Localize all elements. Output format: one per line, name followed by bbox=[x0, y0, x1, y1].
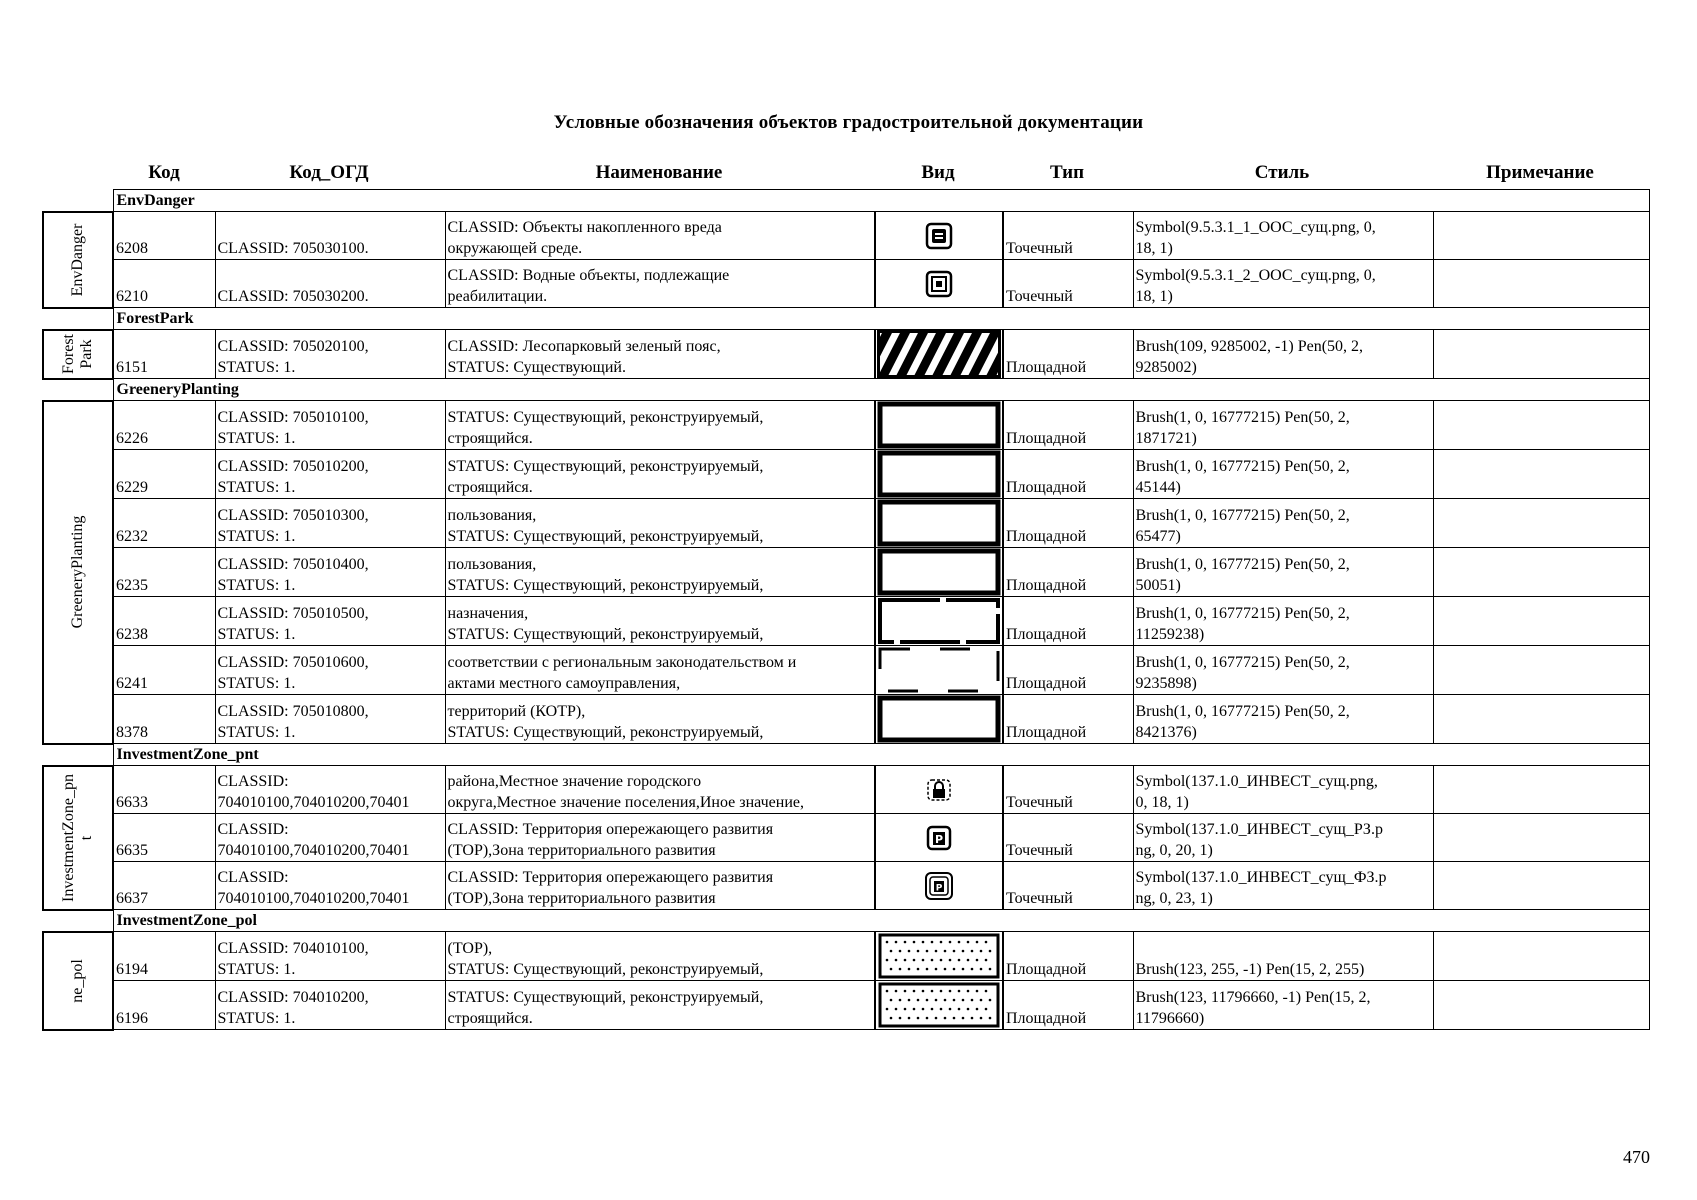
group-header-spacer bbox=[43, 910, 113, 932]
cell-view bbox=[875, 862, 1003, 910]
cell-name-line: района,Местное значение городского bbox=[447, 773, 702, 790]
invest-p-icon bbox=[924, 823, 954, 853]
cell-name bbox=[445, 814, 875, 862]
cell-name-line: строящийся. bbox=[447, 479, 533, 496]
cell-code: 6194 bbox=[113, 932, 215, 981]
cell-style-line: Symbol(137.1.0_ИНВЕСТ_сущ_ФЗ.p bbox=[1135, 869, 1387, 886]
cell-code: 6196 bbox=[113, 981, 215, 1030]
table-row bbox=[43, 260, 1649, 308]
cell-ogd-line: STATUS: 1. bbox=[217, 626, 296, 643]
cell-name bbox=[445, 450, 875, 499]
cell-ogd-line: CLASSID: 705010500, bbox=[217, 605, 369, 622]
col-header-type: Тип bbox=[1049, 162, 1085, 183]
group-header-row bbox=[43, 910, 1649, 932]
cell-view bbox=[875, 330, 1003, 379]
cell-style-line: 11259238) bbox=[1135, 626, 1205, 643]
cell-ogd bbox=[215, 862, 445, 910]
cell-view bbox=[875, 814, 1003, 862]
cell-style-line: 45144) bbox=[1135, 479, 1181, 496]
cell-ogd-line: CLASSID: bbox=[217, 869, 289, 886]
cell-name-line: CLASSID: Территория опережающего развития bbox=[447, 869, 774, 886]
group-side-label bbox=[43, 212, 113, 308]
cell-type: Точечный bbox=[1003, 212, 1133, 260]
cell-view bbox=[875, 766, 1003, 814]
greenery-swatch-solid bbox=[877, 695, 1001, 743]
cell-code: 6238 bbox=[113, 597, 215, 646]
cell-style-line: 65477) bbox=[1135, 528, 1181, 545]
group-header-spacer bbox=[43, 190, 113, 212]
cell-ogd bbox=[215, 260, 445, 308]
table-row bbox=[43, 814, 1649, 862]
svg-text:P: P bbox=[934, 832, 944, 846]
column-headers bbox=[0, 162, 1697, 186]
cell-note bbox=[1433, 814, 1649, 862]
cell-ogd-line: CLASSID: 704010200, bbox=[217, 989, 369, 1006]
cell-ogd bbox=[215, 695, 445, 744]
cell-view bbox=[875, 450, 1003, 499]
cell-code: 6241 bbox=[113, 646, 215, 695]
cell-name-line: актами местного самоуправления, bbox=[447, 675, 681, 692]
cell-style bbox=[1133, 862, 1433, 910]
cell-style-line: 0, 18, 1) bbox=[1135, 794, 1189, 811]
cell-style bbox=[1133, 548, 1433, 597]
cell-name-line: CLASSID: Лесопарковый зеленый пояс, bbox=[447, 338, 721, 355]
cell-type: Площадной bbox=[1003, 548, 1133, 597]
page-number: 470 bbox=[1623, 1147, 1650, 1167]
cell-name-line: назначения, bbox=[447, 605, 529, 622]
cell-style-line: 9285002) bbox=[1135, 359, 1197, 376]
cell-ogd-line: CLASSID: 705010600, bbox=[217, 654, 369, 671]
dotted-swatch bbox=[877, 932, 1001, 980]
cell-view bbox=[875, 981, 1003, 1030]
cell-style-line: 18, 1) bbox=[1135, 240, 1173, 257]
cell-name-line: реабилитации. bbox=[447, 288, 548, 305]
cell-style-line: ng, 0, 20, 1) bbox=[1135, 842, 1213, 859]
cell-type: Площадной bbox=[1003, 932, 1133, 981]
cell-style-line: 11796660) bbox=[1135, 1010, 1205, 1027]
table-row bbox=[43, 450, 1649, 499]
cell-note bbox=[1433, 450, 1649, 499]
table-row bbox=[43, 766, 1649, 814]
cell-view bbox=[875, 932, 1003, 981]
side-label-line: GreeneryPlanting bbox=[69, 515, 86, 629]
cell-view bbox=[875, 597, 1003, 646]
group-side-label-text bbox=[69, 959, 87, 1003]
table-row bbox=[43, 212, 1649, 260]
group-side-label-text bbox=[69, 516, 87, 629]
cell-view bbox=[875, 695, 1003, 744]
cell-type: Площадной bbox=[1003, 981, 1133, 1030]
cell-name-line: CLASSID: Водные объекты, подлежащие bbox=[447, 267, 730, 284]
cell-style bbox=[1133, 212, 1433, 260]
greenery-swatch-solid bbox=[877, 499, 1001, 547]
env-danger-2-icon bbox=[924, 269, 954, 299]
cell-style bbox=[1133, 766, 1433, 814]
page-title: Условные обозначения объектов градостроительной документации bbox=[553, 112, 1144, 133]
cell-ogd-line: STATUS: 1. bbox=[217, 1010, 296, 1027]
cell-code: 8378 bbox=[113, 695, 215, 744]
cell-ogd-line: STATUS: 1. bbox=[217, 359, 296, 376]
cell-note bbox=[1433, 212, 1649, 260]
cell-view bbox=[875, 260, 1003, 308]
cell-ogd-line: 704010100,704010200,70401 bbox=[217, 890, 410, 907]
cell-ogd-line: STATUS: 1. bbox=[217, 724, 296, 741]
cell-name-line: строящийся. bbox=[447, 430, 533, 447]
side-label-line: InvestmentZone_pn bbox=[60, 773, 77, 902]
cell-name bbox=[445, 597, 875, 646]
group-header-spacer bbox=[43, 379, 113, 401]
cell-style bbox=[1133, 981, 1433, 1030]
invest-lock-icon bbox=[924, 775, 954, 805]
cell-code: 6208 bbox=[113, 212, 215, 260]
cell-style bbox=[1133, 330, 1433, 379]
cell-code: 6232 bbox=[113, 499, 215, 548]
invest-p-framed-icon bbox=[924, 871, 954, 901]
group-header-row bbox=[43, 190, 1649, 212]
cell-name bbox=[445, 766, 875, 814]
cell-name bbox=[445, 212, 875, 260]
cell-name-line: (ТОР),Зона территориального развития bbox=[447, 842, 716, 859]
cell-style bbox=[1133, 260, 1433, 308]
dotted-swatch bbox=[877, 981, 1001, 1029]
col-header-style: Стиль bbox=[1254, 162, 1310, 183]
cell-style-line: Symbol(9.5.3.1_1_ООС_сущ.png, 0, bbox=[1135, 219, 1376, 236]
cell-name-line: округа,Местное значение поселения,Иное значение, bbox=[447, 794, 804, 811]
cell-style-line: 18, 1) bbox=[1135, 288, 1173, 305]
cell-style-line: Brush(123, 255, -1) Pen(15, 2, 255) bbox=[1135, 961, 1365, 978]
forest-park-hatch-swatch bbox=[877, 330, 1001, 378]
cell-code: 6637 bbox=[113, 862, 215, 910]
cell-ogd-line: CLASSID: bbox=[217, 821, 289, 838]
cell-name-line: STATUS: Существующий, реконструируемый, bbox=[447, 409, 764, 426]
cell-ogd-line: 704010100,704010200,70401 bbox=[217, 794, 410, 811]
side-label-line: Park bbox=[78, 339, 95, 369]
cell-name-line: STATUS: Существующий, реконструируемый, bbox=[447, 458, 764, 475]
group-side-label-text bbox=[60, 774, 96, 902]
legend-table bbox=[42, 189, 1650, 1031]
cell-ogd bbox=[215, 401, 445, 450]
cell-code: 6151 bbox=[113, 330, 215, 379]
cell-style-line: Brush(109, 9285002, -1) Pen(50, 2, bbox=[1135, 338, 1364, 355]
group-header-spacer bbox=[43, 744, 113, 766]
cell-type: Площадной bbox=[1003, 646, 1133, 695]
cell-style-line: Brush(1, 0, 16777215) Pen(50, 2, bbox=[1135, 556, 1350, 573]
cell-name-line: STATUS: Существующий, реконструируемый, bbox=[447, 528, 764, 545]
cell-view bbox=[875, 548, 1003, 597]
cell-name-line: STATUS: Существующий, реконструируемый, bbox=[447, 626, 764, 643]
group-side-label-text bbox=[69, 223, 87, 296]
cell-note bbox=[1433, 260, 1649, 308]
cell-note bbox=[1433, 695, 1649, 744]
cell-style-line: 1871721) bbox=[1135, 430, 1197, 447]
cell-view bbox=[875, 401, 1003, 450]
cell-style-line: Brush(1, 0, 16777215) Pen(50, 2, bbox=[1135, 605, 1350, 622]
cell-style-line: Symbol(137.1.0_ИНВЕСТ_сущ_РЗ.p bbox=[1135, 821, 1383, 838]
cell-name-line: STATUS: Существующий, реконструируемый, bbox=[447, 989, 764, 1006]
cell-name bbox=[445, 695, 875, 744]
cell-ogd bbox=[215, 212, 445, 260]
cell-style-line: Symbol(137.1.0_ИНВЕСТ_сущ.png, bbox=[1135, 773, 1378, 790]
cell-style bbox=[1133, 695, 1433, 744]
table-row bbox=[43, 401, 1649, 450]
cell-name-line: STATUS: Существующий. bbox=[447, 359, 626, 376]
cell-style bbox=[1133, 646, 1433, 695]
cell-name bbox=[445, 862, 875, 910]
table-row bbox=[43, 862, 1649, 910]
cell-note bbox=[1433, 766, 1649, 814]
cell-ogd bbox=[215, 450, 445, 499]
cell-ogd bbox=[215, 932, 445, 981]
cell-type: Площадной bbox=[1003, 401, 1133, 450]
side-label-line: Forest bbox=[60, 334, 77, 374]
cell-code: 6210 bbox=[113, 260, 215, 308]
cell-name bbox=[445, 260, 875, 308]
cell-ogd-line: CLASSID: 705030100. bbox=[217, 240, 369, 257]
cell-style bbox=[1133, 814, 1433, 862]
cell-name-line: пользования, bbox=[447, 556, 537, 573]
table-row bbox=[43, 597, 1649, 646]
group-title: GreeneryPlanting bbox=[113, 379, 1649, 401]
cell-type: Площадной bbox=[1003, 450, 1133, 499]
cell-ogd bbox=[215, 548, 445, 597]
table-row bbox=[43, 499, 1649, 548]
cell-ogd bbox=[215, 766, 445, 814]
cell-ogd-line: STATUS: 1. bbox=[217, 479, 296, 496]
col-header-view: Вид bbox=[921, 162, 955, 183]
group-side-label bbox=[43, 401, 113, 744]
cell-note bbox=[1433, 499, 1649, 548]
col-header-note: Примечание bbox=[1486, 162, 1594, 183]
cell-note bbox=[1433, 401, 1649, 450]
cell-code: 6226 bbox=[113, 401, 215, 450]
group-header-row bbox=[43, 308, 1649, 330]
cell-style bbox=[1133, 597, 1433, 646]
cell-type: Площадной bbox=[1003, 597, 1133, 646]
cell-ogd-line: STATUS: 1. bbox=[217, 577, 296, 594]
greenery-swatch-solid bbox=[877, 548, 1001, 596]
group-header-row bbox=[43, 744, 1649, 766]
cell-ogd bbox=[215, 646, 445, 695]
cell-ogd-line: STATUS: 1. bbox=[217, 528, 296, 545]
group-side-label bbox=[43, 932, 113, 1030]
group-side-label bbox=[43, 766, 113, 910]
cell-style-line: Brush(123, 11796660, -1) Pen(15, 2, bbox=[1135, 989, 1371, 1006]
cell-style bbox=[1133, 499, 1433, 548]
cell-name bbox=[445, 981, 875, 1030]
cell-note bbox=[1433, 597, 1649, 646]
cell-name bbox=[445, 499, 875, 548]
group-header-row bbox=[43, 379, 1649, 401]
cell-note bbox=[1433, 548, 1649, 597]
greenery-swatch-solid bbox=[877, 401, 1001, 449]
cell-view bbox=[875, 499, 1003, 548]
greenery-swatch-dashed bbox=[877, 597, 1001, 645]
cell-name-line: (ТОР), bbox=[447, 940, 493, 957]
cell-style bbox=[1133, 932, 1433, 981]
group-header-spacer bbox=[43, 308, 113, 330]
table-row bbox=[43, 330, 1649, 379]
cell-code: 6229 bbox=[113, 450, 215, 499]
cell-style-line: Brush(1, 0, 16777215) Pen(50, 2, bbox=[1135, 458, 1350, 475]
greenery-swatch-solid bbox=[877, 450, 1001, 498]
cell-ogd-line: CLASSID: 705010300, bbox=[217, 507, 369, 524]
cell-name-line: (ТОР),Зона территориального развития bbox=[447, 890, 716, 907]
group-side-label bbox=[43, 330, 113, 379]
cell-ogd-line: CLASSID: 704010100, bbox=[217, 940, 369, 957]
cell-name-line: пользования, bbox=[447, 507, 537, 524]
cell-note bbox=[1433, 330, 1649, 379]
cell-name bbox=[445, 548, 875, 597]
cell-ogd-line: STATUS: 1. bbox=[217, 961, 296, 978]
svg-text:P: P bbox=[935, 883, 943, 893]
cell-type: Точечный bbox=[1003, 814, 1133, 862]
col-header-ogd: Код_ОГД bbox=[289, 162, 369, 183]
cell-view bbox=[875, 646, 1003, 695]
cell-note bbox=[1433, 862, 1649, 910]
cell-ogd bbox=[215, 330, 445, 379]
cell-style bbox=[1133, 401, 1433, 450]
cell-ogd-line: CLASSID: 705020100, bbox=[217, 338, 369, 355]
cell-ogd-line: CLASSID: 705010400, bbox=[217, 556, 369, 573]
cell-style-line: 9235898) bbox=[1135, 675, 1197, 692]
cell-style-line: ng, 0, 23, 1) bbox=[1135, 890, 1213, 907]
cell-name-line: CLASSID: Объекты накопленного вреда bbox=[447, 219, 722, 236]
cell-style-line: Brush(1, 0, 16777215) Pen(50, 2, bbox=[1135, 507, 1350, 524]
cell-code: 6633 bbox=[113, 766, 215, 814]
table-row bbox=[43, 548, 1649, 597]
cell-ogd-line: STATUS: 1. bbox=[217, 675, 296, 692]
cell-note bbox=[1433, 646, 1649, 695]
cell-name-line: STATUS: Существующий, реконструируемый, bbox=[447, 961, 764, 978]
env-danger-1-icon bbox=[924, 221, 954, 251]
col-header-code: Код bbox=[148, 162, 180, 183]
cell-ogd-line: CLASSID: bbox=[217, 773, 289, 790]
cell-ogd-line: STATUS: 1. bbox=[217, 430, 296, 447]
group-side-label-text bbox=[60, 334, 96, 374]
cell-view bbox=[875, 212, 1003, 260]
cell-style-line: Brush(1, 0, 16777215) Pen(50, 2, bbox=[1135, 703, 1350, 720]
cell-style-line: 50051) bbox=[1135, 577, 1181, 594]
cell-ogd bbox=[215, 499, 445, 548]
cell-name-line: STATUS: Существующий, реконструируемый, bbox=[447, 724, 764, 741]
cell-style-line: Brush(1, 0, 16777215) Pen(50, 2, bbox=[1135, 654, 1350, 671]
cell-ogd-line: 704010100,704010200,70401 bbox=[217, 842, 410, 859]
cell-ogd-line: CLASSID: 705030200. bbox=[217, 288, 369, 305]
side-label-line: EnvDanger bbox=[69, 223, 86, 296]
cell-code: 6635 bbox=[113, 814, 215, 862]
cell-ogd-line: CLASSID: 705010800, bbox=[217, 703, 369, 720]
cell-name bbox=[445, 646, 875, 695]
cell-name-line: территорий (КОТР), bbox=[447, 703, 586, 720]
cell-type: Площадной bbox=[1003, 695, 1133, 744]
cell-style-line: Symbol(9.5.3.1_2_ООС_сущ.png, 0, bbox=[1135, 267, 1376, 284]
group-title: ForestPark bbox=[113, 308, 1649, 330]
table-row bbox=[43, 646, 1649, 695]
side-label-line: t bbox=[78, 835, 95, 840]
cell-name-line: строящийся. bbox=[447, 1010, 533, 1027]
group-title: InvestmentZone_pnt bbox=[113, 744, 1649, 766]
cell-type: Точечный bbox=[1003, 766, 1133, 814]
cell-name bbox=[445, 932, 875, 981]
cell-ogd bbox=[215, 597, 445, 646]
cell-ogd bbox=[215, 814, 445, 862]
cell-name bbox=[445, 401, 875, 450]
cell-name-line: окружающей среде. bbox=[447, 240, 583, 257]
cell-type: Точечный bbox=[1003, 862, 1133, 910]
greenery-swatch-dashed-light bbox=[877, 646, 1001, 694]
cell-ogd-line: CLASSID: 705010200, bbox=[217, 458, 369, 475]
cell-type: Точечный bbox=[1003, 260, 1133, 308]
cell-name-line: соответствии с региональным законодательством и bbox=[447, 654, 797, 671]
table-row bbox=[43, 981, 1649, 1030]
cell-code: 6235 bbox=[113, 548, 215, 597]
cell-name bbox=[445, 330, 875, 379]
col-header-name: Наименование bbox=[595, 162, 723, 183]
cell-type: Площадной bbox=[1003, 499, 1133, 548]
cell-note bbox=[1433, 981, 1649, 1030]
cell-name-line: CLASSID: Территория опережающего развития bbox=[447, 821, 774, 838]
cell-ogd bbox=[215, 981, 445, 1030]
group-title: InvestmentZone_pol bbox=[113, 910, 1649, 932]
cell-style-line: 8421376) bbox=[1135, 724, 1197, 741]
cell-style-line: Brush(1, 0, 16777215) Pen(50, 2, bbox=[1135, 409, 1350, 426]
group-title: EnvDanger bbox=[113, 190, 1649, 212]
table-row bbox=[43, 932, 1649, 981]
cell-style bbox=[1133, 450, 1433, 499]
side-label-line: ne_pol bbox=[69, 958, 86, 1003]
cell-ogd-line: CLASSID: 705010100, bbox=[217, 409, 369, 426]
table-row bbox=[43, 695, 1649, 744]
cell-name-line: STATUS: Существующий, реконструируемый, bbox=[447, 577, 764, 594]
cell-type: Площадной bbox=[1003, 330, 1133, 379]
cell-note bbox=[1433, 932, 1649, 981]
